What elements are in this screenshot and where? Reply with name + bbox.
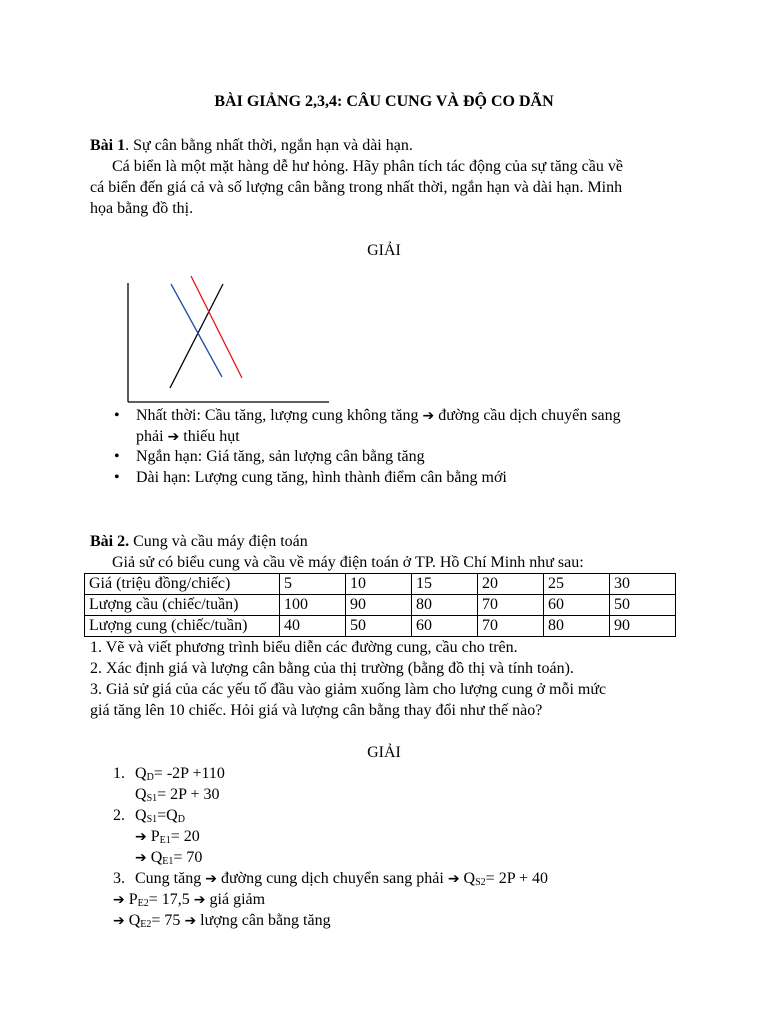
- supply-demand-table: [84, 573, 676, 637]
- table-cell: 5: [280, 574, 346, 595]
- bullet-item-dai-han: • Dài hạn: Lượng cung tăng, hình thành điểm cân bằng mới: [90, 468, 690, 489]
- table-row-demand: [85, 595, 676, 616]
- table-cell: 80: [412, 595, 478, 616]
- bai1-solution-heading: GIẢI: [367, 242, 401, 259]
- bullet-dot-icon: •: [114, 407, 120, 424]
- bullet-dot-icon: •: [114, 468, 120, 486]
- arrow-right-icon: ➔: [135, 850, 147, 866]
- solution-number-3: 3.: [113, 870, 125, 887]
- bai2-intro: Giả sử có biểu cung và cầu về máy điện toán ở TP. Hồ Chí Minh như sau:: [112, 554, 584, 571]
- solution-new-quantity: ➔ $Q_{E2}= 75$ ➔ lượng cân bằng tăng: [113, 912, 331, 930]
- bai1-label: Bài 1: [90, 137, 126, 154]
- arrow-right-icon: ➔: [167, 428, 180, 445]
- table-cell: 90: [346, 595, 412, 616]
- bai2-heading-text: Cung và cầu máy điện toán: [129, 533, 308, 550]
- document-title: BÀI GIẢNG 2,3,4: CÂU CUNG VÀ ĐỘ CO DÃN: [214, 93, 554, 110]
- table-cell: 30: [610, 574, 676, 595]
- demand-curve: [171, 284, 222, 377]
- bai2-question-2: 2. Xác định giá và lượng cân bằng của thị trường (bằng đồ thị và tính toán).: [90, 660, 574, 677]
- bai2-question-3-line2: giá tăng lên 10 chiếc. Hỏi giá và lượng cân bằng thay đổi như thế nào?: [90, 702, 543, 719]
- table-cell: 90: [610, 616, 676, 637]
- solution-equilibrium-price: ➔ $P_{E1}= 20$: [135, 828, 200, 846]
- bai2-label: Bài 2.: [90, 533, 130, 550]
- table-row-supply: [85, 616, 676, 637]
- solution-equilibrium-condition: $Q_{S1}=Q_D$: [135, 807, 185, 825]
- arrow-right-icon: ➔: [193, 892, 206, 908]
- bai1-bullet-list: [90, 406, 690, 488]
- table-cell: 100: [280, 595, 346, 616]
- arrow-right-icon: ➔: [184, 913, 197, 929]
- arrow-right-icon: ➔: [447, 871, 460, 887]
- bai1-paragraph-line3: họa bằng đồ thị.: [90, 200, 194, 217]
- bullet-item-ngan-han: • Ngắn hạn: Giá tăng, sản lượng cân bằng tăng: [90, 447, 690, 468]
- bai2-solution-heading: GIẢI: [367, 744, 401, 761]
- table-cell: Lượng cầu (chiếc/tuần): [85, 595, 280, 616]
- bai1-paragraph-line1: Cá biển là một mặt hàng dễ hư hỏng. Hãy phân tích tác động của sự tăng cầu về: [112, 158, 623, 175]
- table-cell: 60: [412, 616, 478, 637]
- table-cell: 80: [544, 616, 610, 637]
- bullet-item-nhat-thoi: • Nhất thời: Cầu tăng, lượng cung không tăng ➔ đường cầu dịch chuyển sang phải ➔ thiếu hụt: [114, 407, 621, 445]
- arrow-right-icon: ➔: [113, 913, 125, 929]
- table-cell: 20: [478, 574, 544, 595]
- table-cell: 10: [346, 574, 412, 595]
- bai1-heading-text: . Sự cân bằng nhất thời, ngắn hạn và dài hạn.: [125, 137, 413, 154]
- table-cell: Giá (triệu đồng/chiếc): [85, 574, 280, 595]
- solution-supply-equation: $Q_{S1}= 2P + 30$: [135, 786, 220, 804]
- supply-demand-graph: [120, 276, 340, 406]
- solution-number-1: 1.: [113, 765, 125, 782]
- solution-supply-shift: Cung tăng ➔ đường cung dịch chuyển sang phải ➔ $Q_{S2}= 2P + 40$: [135, 870, 549, 888]
- bai1-heading: [90, 136, 413, 156]
- table-cell: 70: [478, 616, 544, 637]
- bai2-question-3-line1: 3. Giả sử giá của các yếu tố đầu vào giảm xuống làm cho lượng cung ở mỗi mức: [90, 681, 607, 698]
- table-cell: 70: [478, 595, 544, 616]
- bai2-heading: [90, 532, 308, 552]
- table-cell: 40: [280, 616, 346, 637]
- solution-demand-equation: $Q_D= -2P +110$: [135, 765, 225, 783]
- table-cell: 25: [544, 574, 610, 595]
- supply-curve: [170, 284, 223, 388]
- solution-new-price: ➔ $P_{E2}= 17,5$ ➔ giá giảm: [113, 891, 266, 909]
- shifted-demand-curve: [191, 276, 242, 378]
- table-cell: Lượng cung (chiếc/tuần): [85, 616, 280, 637]
- arrow-right-icon: ➔: [422, 408, 435, 424]
- table-cell: 50: [610, 595, 676, 616]
- arrow-right-icon: ➔: [113, 892, 125, 908]
- bullet-dot-icon: •: [114, 448, 120, 465]
- table-row-price: [85, 574, 676, 595]
- bai1-paragraph-line2: cá biển đến giá cả và số lượng cân bằng trong nhất thời, ngắn hạn và dài hạn. Minh: [90, 179, 623, 196]
- table-cell: 15: [412, 574, 478, 595]
- solution-equilibrium-quantity: ➔ $Q_{E1}= 70$: [135, 849, 203, 867]
- solution-number-2: 2.: [113, 807, 125, 824]
- arrow-right-icon: ➔: [205, 871, 217, 887]
- table-cell: 50: [346, 616, 412, 637]
- arrow-right-icon: ➔: [135, 829, 147, 845]
- bai2-question-1: 1. Vẽ và viết phương trình biểu diễn các đường cung, cầu cho trên.: [90, 639, 518, 656]
- table-cell: 60: [544, 595, 610, 616]
